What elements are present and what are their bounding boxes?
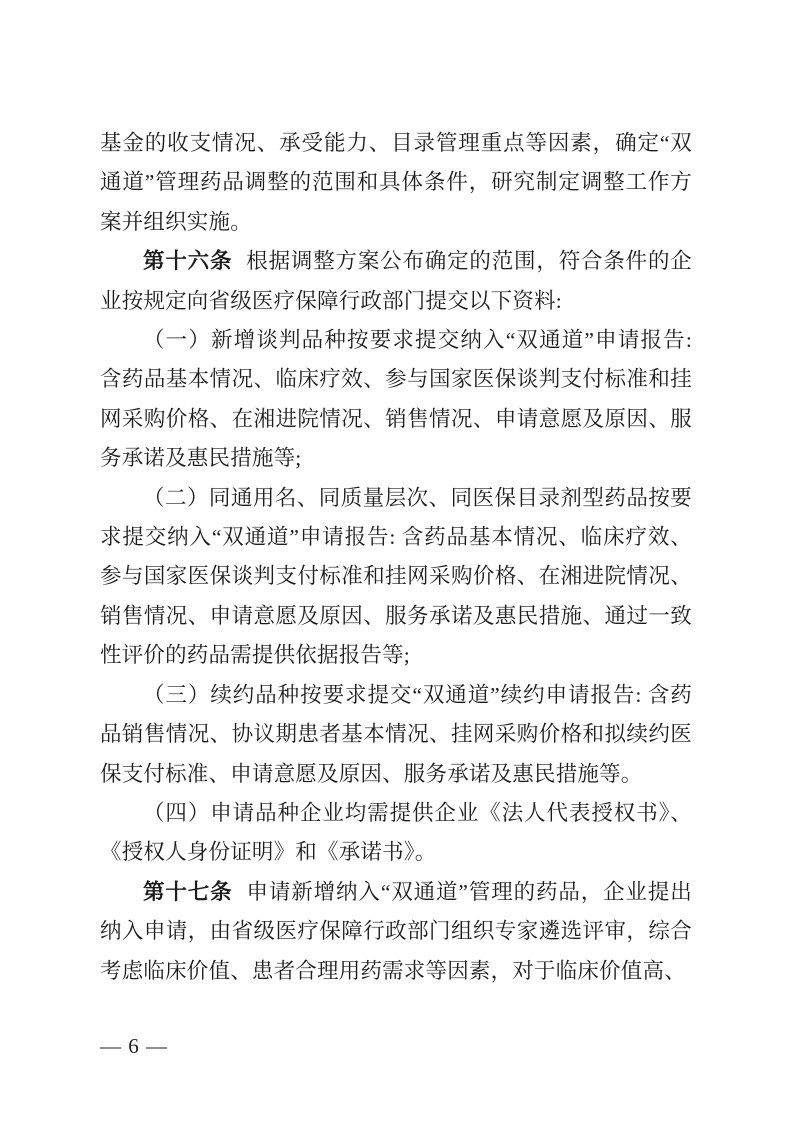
paragraph-text: （三）续约品种按要求提交“双通道”续约申请报告: 含药品销售情况、协议期患者基本情况、挂网采购价格和拟续约医保支付标准、申请意愿及原因、服务承诺及惠民措施等。 [100,682,692,786]
paragraph [100,479,692,676]
document-body [100,124,692,991]
paragraph-text: 申请新增纳入“双通道”管理的药品，企业提出纳入申请，由省级医疗保障行政部门组织专家遴选评审，综合考虑临床价值、患者合理用药需求等因素，对于临床价值高、 [100,879,692,983]
paragraph [100,794,692,873]
article-heading: 第十七条 [143,879,233,904]
paragraph-text: （一）新增谈判品种按要求提交纳入“双通道”申请报告: 含药品基本情况、临床疗效、参与国家医保谈判支付标准和挂网采购价格、在湘进院情况、销售情况、申请意愿及原因、服务承诺及惠民措施等; [100,328,692,471]
paragraph-text: （二）同通用名、同质量层次、同医保目录剂型药品按要求提交纳入“双通道”申请报告: 含药品基本情况、临床疗效、参与国家医保谈判支付标准和挂网采购价格、在湘进院情况、销售情况、申请意愿及原因、服务承诺及惠民措施、通过一致性评价的药品需提供依据报告等; [100,485,692,668]
page-number: — 6 — [100,1034,168,1058]
paragraph [100,321,692,479]
paragraph-text: 基金的收支情况、承受能力、目录管理重点等因素，确定“双通道”管理药品调整的范围和具体条件，研究制定调整工作方案并组织实施。 [100,131,692,234]
article-heading: 第十六条 [143,249,233,274]
paragraph [100,242,692,321]
paragraph [100,676,692,794]
paragraph [100,124,692,242]
paragraph [100,873,692,991]
paragraph-text: 根据调整方案公布确定的范围，符合条件的企业按规定向省级医疗保障行政部门提交以下资料: [100,249,692,313]
paragraph-text: （四）申请品种企业均需提供企业《法人代表授权书》、《授权人身份证明》和《承诺书》。 [100,800,692,865]
